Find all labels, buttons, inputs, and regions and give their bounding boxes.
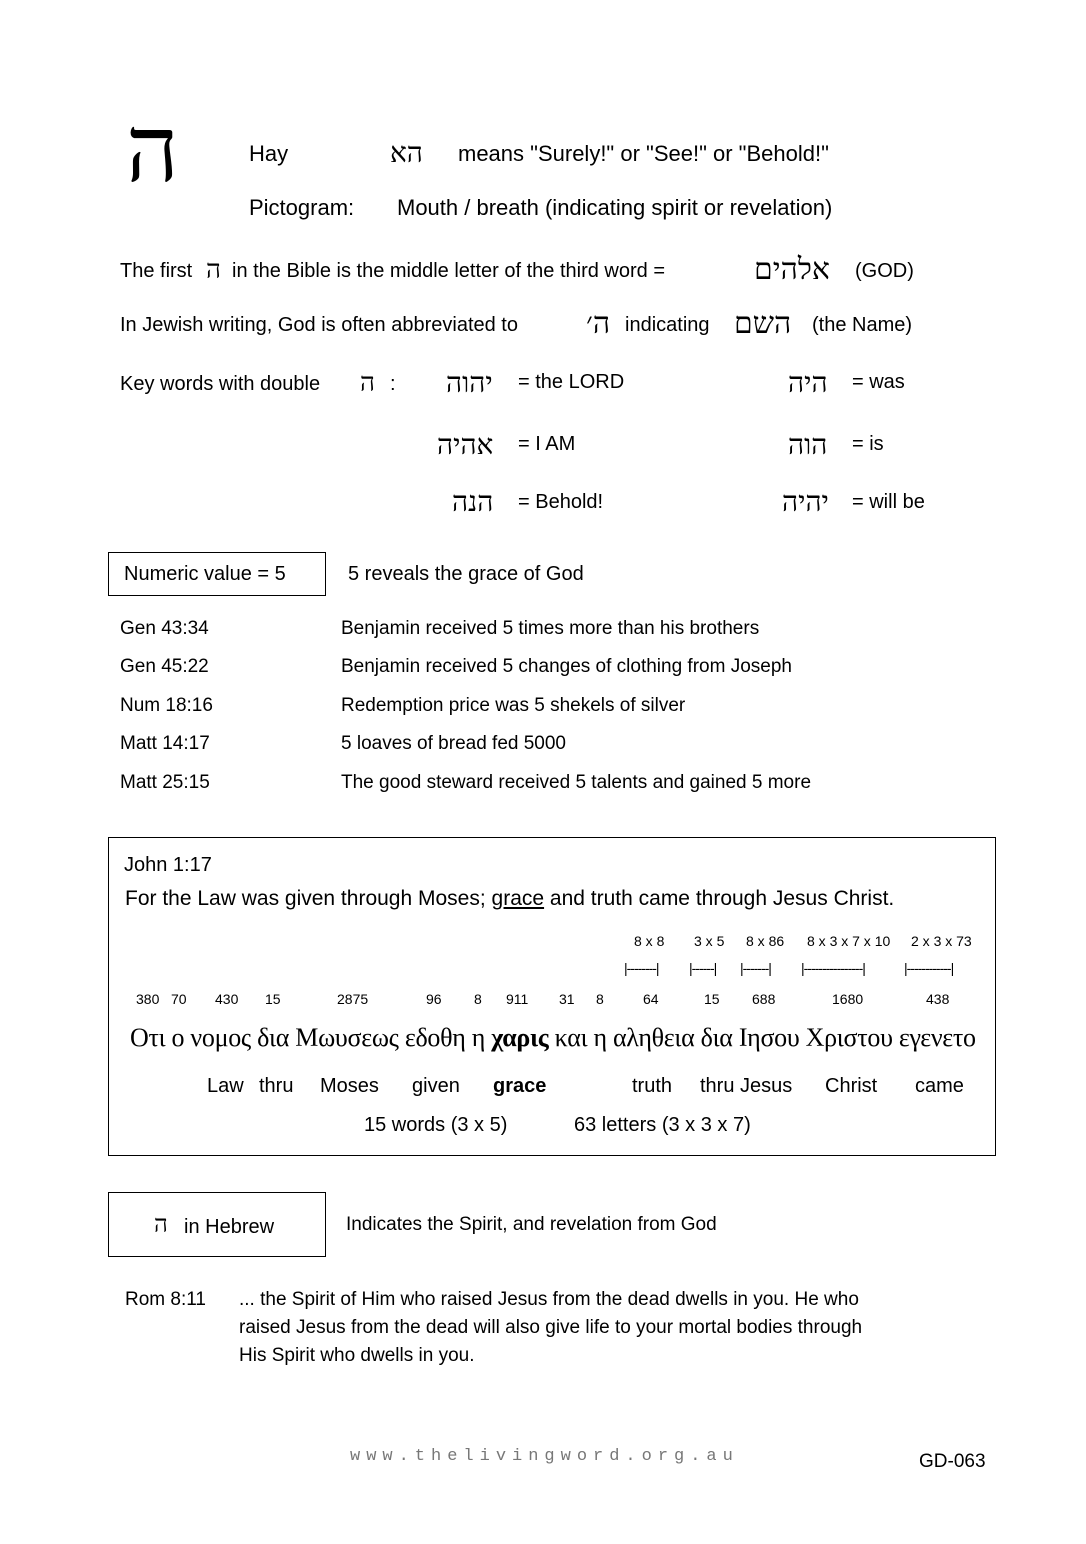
- word-value: 31: [559, 991, 575, 1007]
- scripture-ref: Matt 14:17: [120, 733, 210, 754]
- hebrew-box-letter: ה: [154, 1210, 168, 1238]
- scripture-text: Redemption price was 5 shekels of silver: [341, 695, 686, 716]
- keyword-meaning: = is: [852, 433, 884, 455]
- greek-grace: χαρις: [491, 1023, 549, 1052]
- word-value: 70: [171, 991, 187, 1007]
- hebrew-word-ha: הא: [390, 136, 423, 169]
- factor-label: 8 x 8: [634, 933, 665, 949]
- factor-label: 3 x 5: [694, 933, 725, 949]
- footer-code: GD-063: [919, 1451, 986, 1472]
- numeric-value-note: 5 reveals the grace of God: [348, 563, 584, 585]
- factor-label: 8 x 86: [746, 933, 785, 949]
- john-verse-part-1: For the Law was given through Moses;: [125, 887, 486, 910]
- letter-meaning: means "Surely!" or "See!" or "Behold!": [458, 141, 829, 166]
- word-value: 8: [474, 991, 482, 1007]
- word-value: 64: [643, 991, 659, 1007]
- word-value: 438: [926, 991, 950, 1007]
- first-hay-letter: ה: [206, 255, 221, 285]
- indicating-text: indicating: [625, 314, 710, 336]
- bracket: |------------|: [904, 960, 954, 976]
- letter-name: Hay: [249, 141, 289, 166]
- keyword-hebrew: יהיה: [782, 485, 829, 518]
- hashem-abbrev: ה׳: [586, 306, 611, 341]
- gloss-word: given: [412, 1075, 460, 1097]
- numeric-value-label: Numeric value = 5: [124, 563, 286, 585]
- first-hay-text: The first: [120, 260, 193, 282]
- keyword-meaning: = I AM: [518, 433, 576, 455]
- letters-count: 63 letters (3 x 3 x 7): [574, 1114, 751, 1136]
- words-count: 15 words (3 x 5): [364, 1114, 508, 1136]
- gloss-word: thru: [259, 1075, 294, 1097]
- scripture-ref: Gen 43:34: [120, 618, 209, 639]
- john-verse-part-2: and truth came through Jesus Christ.: [549, 887, 895, 910]
- scripture-text: 5 loaves of bread fed 5000: [341, 733, 567, 754]
- factor-label: 2 x 3 x 73: [911, 933, 972, 949]
- gloss-word: thru Jesus: [700, 1075, 793, 1097]
- john-ref: John 1:17: [124, 854, 212, 876]
- elohim-word: אלהים: [754, 252, 830, 287]
- keyword-meaning: = Behold!: [518, 491, 604, 513]
- greek-text: [130, 1023, 976, 1053]
- pictogram-value: Mouth / breath (indicating spirit or revelation): [397, 195, 833, 220]
- greek-part-2: και η αληθεια δια Ιησου Χριστου εγενετο: [554, 1023, 976, 1052]
- word-value: 380: [136, 991, 160, 1007]
- keyword-meaning: = was: [852, 371, 905, 393]
- word-value: 96: [426, 991, 442, 1007]
- keywords-label: Key words with double: [120, 373, 321, 395]
- greek-part-1: Οτι ο νομος δια Μωυσεως εδοθη η: [130, 1023, 486, 1052]
- gloss-word: Christ: [825, 1075, 878, 1097]
- word-value: 1680: [832, 991, 864, 1007]
- bracket: |-------|: [740, 960, 771, 976]
- scripture-ref: Gen 45:22: [120, 656, 209, 677]
- word-value: 2875: [337, 991, 369, 1007]
- word-value: 430: [215, 991, 239, 1007]
- scripture-ref: Matt 25:15: [120, 772, 210, 793]
- keywords-letter: ה: [360, 368, 375, 398]
- hebrew-box-label: in Hebrew: [184, 1216, 275, 1238]
- footer-url: www.thelivingword.org.au: [350, 1447, 739, 1466]
- keyword-hebrew: הוה: [788, 428, 828, 461]
- hebrew-box-note: Indicates the Spirit, and revelation from God: [346, 1214, 717, 1235]
- word-value: 688: [752, 991, 776, 1007]
- word-value: 15: [265, 991, 281, 1007]
- word-value: 911: [506, 991, 529, 1007]
- rom-ref: Rom 8:11: [125, 1289, 206, 1310]
- bracket: |--------|: [624, 960, 659, 976]
- jewish-writing-text: In Jewish writing, God is often abbreviated to: [120, 314, 518, 336]
- john-verse-text: [125, 887, 894, 911]
- god-label: (GOD): [855, 260, 914, 282]
- word-value: 8: [596, 991, 604, 1007]
- keyword-hebrew: היה: [788, 366, 828, 399]
- rom-line: ... the Spirit of Him who raised Jesus from the dead dwells in you. He who: [239, 1289, 859, 1310]
- keyword-meaning: = will be: [852, 491, 925, 513]
- the-name-label: (the Name): [812, 314, 913, 336]
- bracket: |------|: [689, 960, 717, 976]
- gloss-word: Law: [207, 1075, 244, 1097]
- big-hay-letter: ה: [126, 96, 179, 203]
- scripture-text: The good steward received 5 talents and gained 5 more: [341, 772, 812, 793]
- factor-label: 8 x 3 x 7 x 10: [807, 933, 891, 949]
- keyword-hebrew: הנה: [452, 485, 494, 518]
- rom-line: His Spirit who dwells in you.: [239, 1345, 475, 1366]
- word-value: 15: [704, 991, 720, 1007]
- scripture-text: Benjamin received 5 times more than his brothers: [341, 618, 760, 639]
- keyword-hebrew: יהוה: [446, 366, 493, 399]
- scripture-ref: Num 18:16: [120, 695, 213, 716]
- first-hay-text-2: in the Bible is the middle letter of the third word =: [232, 260, 666, 282]
- keyword-hebrew: אהיה: [437, 428, 494, 461]
- bracket: |----------------|: [801, 960, 865, 976]
- pictogram-label: Pictogram:: [249, 195, 355, 220]
- gloss-word: truth: [632, 1075, 673, 1097]
- gloss-word: came: [915, 1075, 964, 1097]
- hashem-word: השם: [734, 306, 792, 341]
- rom-line: raised Jesus from the dead will also give life to your mortal bodies through: [239, 1317, 863, 1338]
- keywords-colon: :: [390, 373, 396, 395]
- scripture-text: Benjamin received 5 changes of clothing from Joseph: [341, 656, 792, 677]
- gloss-word-grace: grace: [493, 1075, 547, 1097]
- john-verse-grace: grace: [491, 887, 545, 910]
- keyword-meaning: = the LORD: [518, 371, 625, 393]
- gloss-word: Moses: [320, 1075, 379, 1097]
